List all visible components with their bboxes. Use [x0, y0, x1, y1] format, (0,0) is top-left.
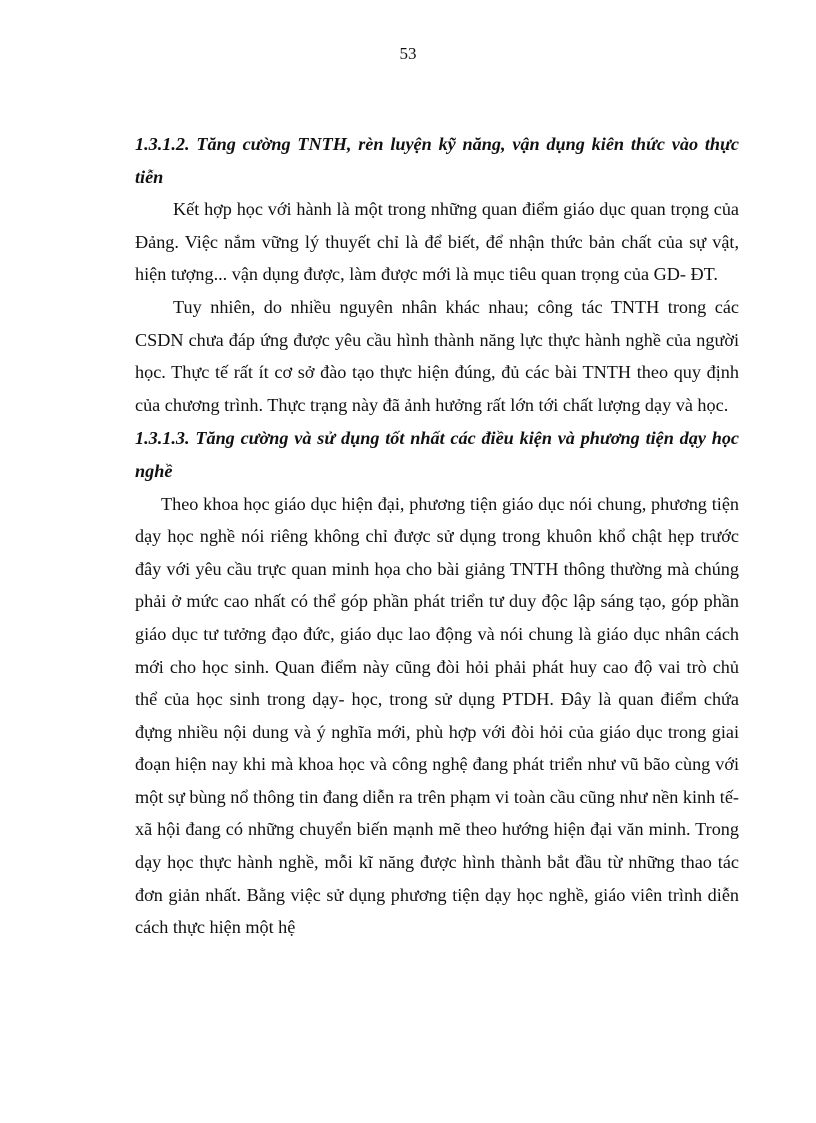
paragraph-2: Tuy nhiên, do nhiều nguyên nhân khác nhau; công tác TNTH trong các CSDN chưa đáp ứng được yêu cầu hình thành năng lực thực hành nghề của người học. Thực tế rất ít cơ sở đào tạo thực hiện đúng, đủ các bài TNTH theo quy định của chương trình. Thực trạng này đã ảnh hưởng rất lớn tới chất lượng dạy và học. [135, 296, 739, 415]
document-body [135, 128, 739, 944]
section-heading-1-3-1-3: 1.3.1.3. Tăng cường và sử dụng tốt nhất các điều kiện và phương tiện dạy học nghề [135, 428, 739, 481]
page-number: 53 [399, 44, 417, 63]
paragraph-1: Kết hợp học với hành là một trong những quan điểm giáo dục quan trọng của Đảng. Việc nắm vững lý thuyết chỉ là để biết, để nhận thức bản chất của sự vật, hiện tượng... vận dụng được, làm được mới là mục tiêu quan trọng của GD- ĐT. [135, 199, 739, 285]
section-heading-1-3-1-2: 1.3.1.2. Tăng cường TNTH, rèn luyện kỹ năng, vận dụng kiên thức vào thực tiễn [135, 134, 739, 187]
paragraph-3: Theo khoa học giáo dục hiện đại, phương tiện giáo dục nói chung, phương tiện dạy học nghề nói riêng không chỉ được sử dụng trong khuôn khổ chật hẹp trước đây với yêu cầu trực quan minh họa cho bài giảng TNTH thông thường mà chúng phải ở mức cao nhất có thể góp phần phát triển tư duy độc lập sáng tạo, góp phần giáo dục tư tưởng đạo đức, giáo dục lao động và nói chung là giáo dục nhân cách mới cho học sinh. Quan điểm này cũng đòi hỏi phải phát huy cao độ vai trò chủ thể của học sinh trong dạy- học, trong sử dụng PTDH. Đây là quan điểm chứa đựng nhiều nội dung và ý nghĩa mới, phù hợp với đòi hỏi của giáo dục trong giai đoạn hiện nay khi mà khoa học và công nghệ đang phát triển như vũ bão cùng với một sự bùng nổ thông tin đang diễn ra trên phạm vi toàn cầu cũng như nền kinh tế- xã hội đang có những chuyển biến mạnh mẽ theo hướng hiện đại văn minh. Trong dạy học thực hành nghề, mỗi kĩ năng được hình thành bắt đầu từ những thao tác đơn giản nhất. Bằng việc sử dụng phương tiện dạy học nghề, giáo viên trình diễn cách thực hiện một hệ [135, 493, 739, 938]
